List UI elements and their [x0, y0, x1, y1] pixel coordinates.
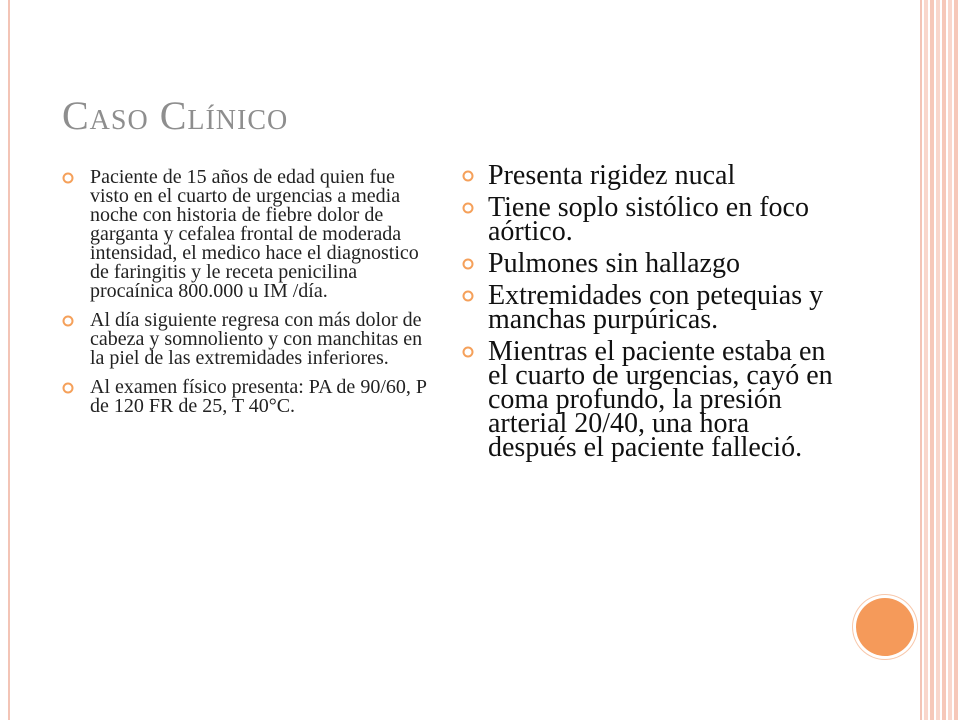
left-bullet-list — [62, 168, 434, 426]
list-item-text: Tiene soplo sistólico en foco aórtico. — [488, 192, 809, 247]
list-item — [62, 311, 434, 368]
decorative-stripes — [924, 0, 960, 720]
ring-bullet-icon — [62, 172, 74, 184]
ring-bullet-icon — [62, 315, 74, 327]
list-item-text: Al día siguiente regresa con más dolor de cabeza y somnoliento y con manchitas en la piel de las extremidades inferiores. — [90, 309, 423, 369]
list-item-text: Al examen físico presenta: PA de 90/60, P de 120 FR de 25, T 40°C. — [90, 376, 427, 417]
ring-bullet-icon — [462, 170, 474, 182]
list-item — [462, 248, 838, 279]
list-item — [462, 336, 838, 463]
list-item-text: Paciente de 15 años de edad quien fue visto en el cuarto de urgencias a media noche con historia de fiebre dolor de garganta y cefalea frontal de moderada intensidad, el medico hace el diagnostico de faringitis y le receta penicilina procaínica 800.000 u IM /día. — [90, 166, 419, 302]
list-item — [62, 378, 434, 416]
list-item — [462, 192, 838, 247]
list-item-text: Mientras el paciente estaba en el cuarto de urgencias, cayó en coma profundo, la presión arterial 20/40, una hora después el paciente falleció. — [488, 336, 833, 463]
ring-bullet-icon — [462, 258, 474, 270]
list-item-text: Pulmones sin hallazgo — [488, 248, 740, 279]
list-item — [62, 168, 434, 301]
list-item — [462, 280, 838, 335]
list-item-text: Extremidades con petequias y manchas purpúricas. — [488, 280, 824, 335]
ring-bullet-icon — [462, 202, 474, 214]
list-item-text: Presenta rigidez nucal — [488, 160, 736, 191]
ring-bullet-icon — [462, 346, 474, 358]
list-item — [462, 160, 838, 191]
ring-bullet-icon — [62, 382, 74, 394]
orange-circle-icon — [856, 598, 914, 656]
right-bullet-list — [462, 160, 838, 468]
slide-title: Caso Clínico — [62, 93, 289, 138]
ring-bullet-icon — [462, 290, 474, 302]
